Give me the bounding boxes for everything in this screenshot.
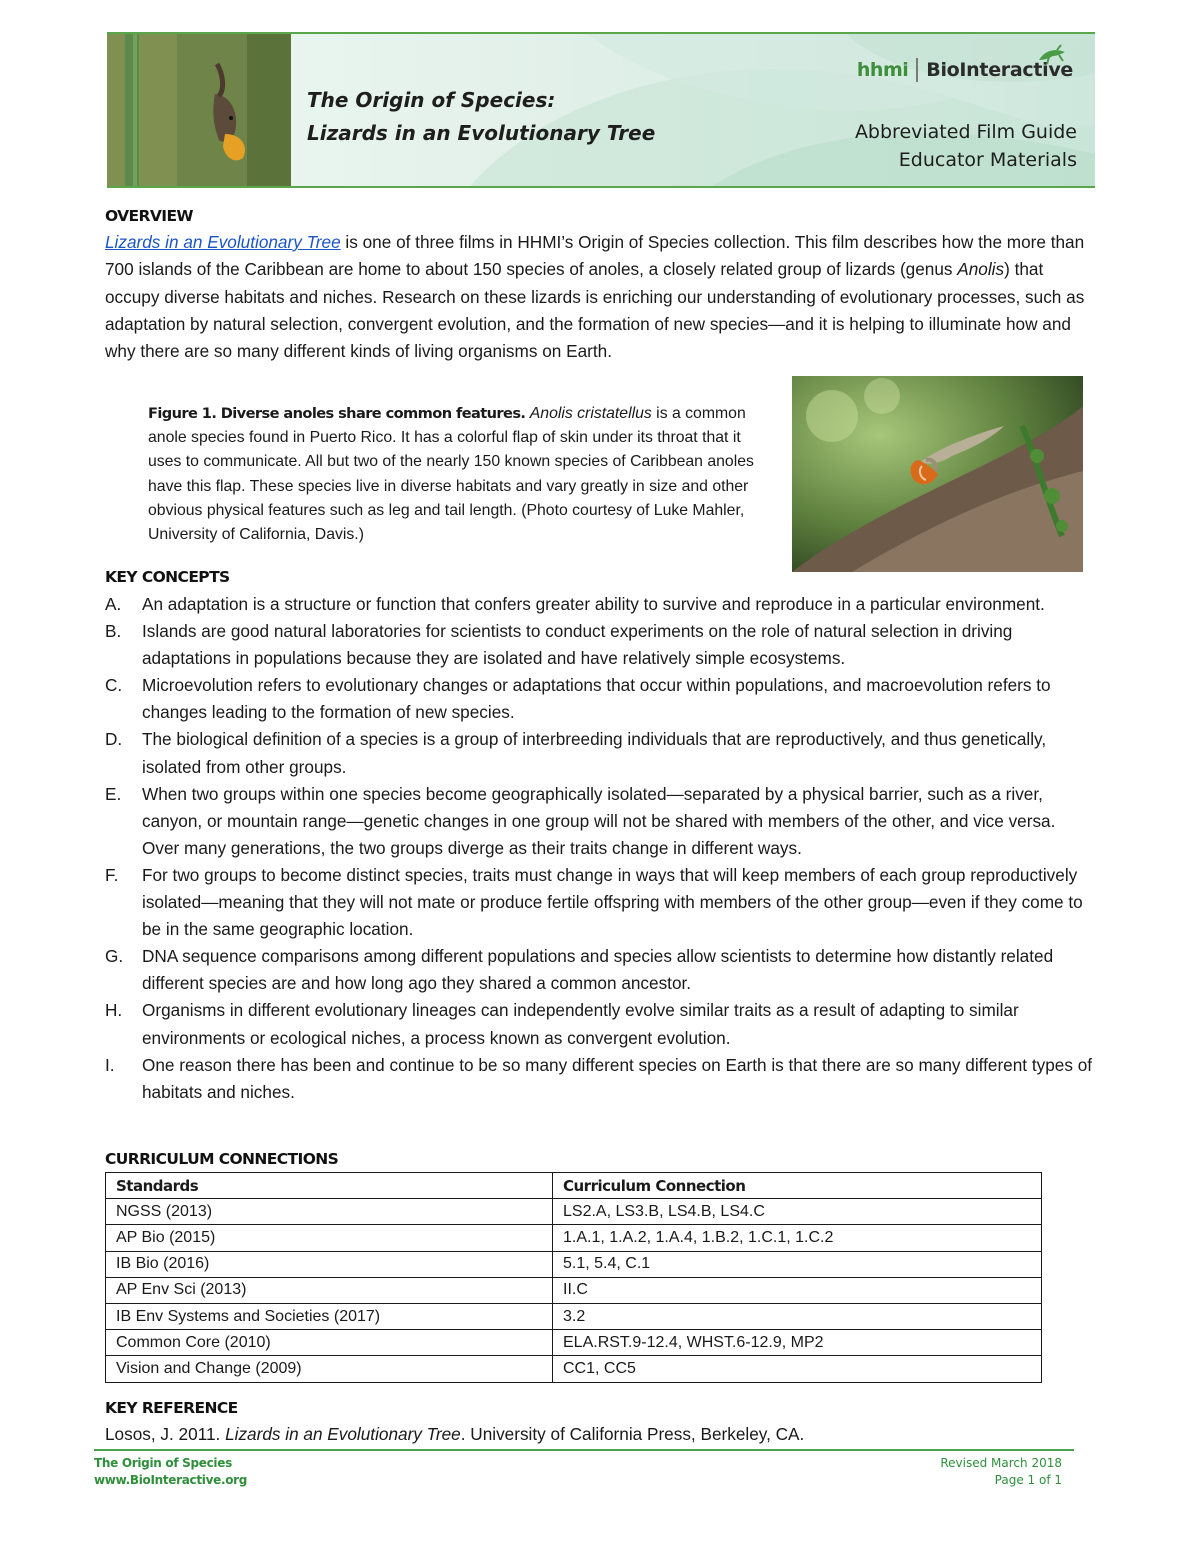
footer-revision-date: Revised March 2018 [940, 1456, 1062, 1470]
table-row [106, 1330, 1042, 1356]
curriculum-table-body [106, 1199, 1042, 1382]
overview-heading: OVERVIEW [105, 207, 193, 225]
table-row [106, 1199, 1042, 1225]
standard-cell: AP Env Sci (2013) [106, 1277, 553, 1303]
document-title [307, 84, 655, 150]
footer-left [94, 1455, 247, 1489]
key-concept-letter: G. [105, 946, 124, 967]
film-link[interactable]: Lizards in an Evolutionary Tree [105, 232, 341, 252]
title-line-2: Lizards in an Evolutionary Tree [307, 121, 656, 145]
key-reference-heading: KEY REFERENCE [105, 1399, 238, 1417]
key-concept-text: Islands are good natural laboratories for scientists to conduct experiments on the role of natural selection in driving adaptations in populations because they are isolated and have relatively simple ecosystems. [142, 621, 1013, 669]
guide-subtitle [855, 118, 1077, 174]
key-concept-item [105, 943, 1095, 997]
key-concept-letter: E. [105, 783, 122, 804]
footer-page-number: Page 1 of 1 [994, 1473, 1062, 1487]
logo-hhmi-text: hhmi [856, 59, 909, 81]
title-line-1: The Origin of Species: [307, 88, 556, 112]
standard-cell: Vision and Change (2009) [106, 1356, 553, 1382]
table-row [106, 1251, 1042, 1277]
reference-publisher: . University of California Press, Berkeley, CA. [460, 1424, 805, 1444]
lizard-logo-icon [1035, 44, 1071, 66]
footer-right [940, 1455, 1062, 1489]
key-concepts-heading: KEY CONCEPTS [105, 568, 230, 586]
standard-cell: Common Core (2010) [106, 1330, 553, 1356]
key-reference-citation [105, 1421, 804, 1448]
subtitle-line-2: Educator Materials [898, 149, 1077, 171]
key-concept-text: The biological definition of a species is a group of interbreeding individuals that are reproductively, and thus genetically, isolated from other groups. [142, 729, 1047, 777]
curriculum-table [105, 1172, 1042, 1383]
logo-biointeractive-text: BioInteractive [926, 59, 1073, 81]
key-concept-letter: I. [105, 1054, 115, 1075]
genus-name: Anolis [957, 259, 1005, 280]
figure-caption-text: is a common anole species found in Puerto Rico. It has a colorful flap of skin under its throat that it uses to communicate. All but two of the nearly 150 known species of Caribbean anoles have this flap. These species live in diverse habitats and vary greatly in size and other obvious physical features such as leg and tail length. (Photo courtesy of Luke Mahler, University of California, Davis.) [148, 405, 754, 544]
table-header-row [106, 1173, 1042, 1199]
key-concept-letter: B. [105, 621, 122, 642]
logo-divider [916, 58, 918, 82]
overview-paragraph [105, 229, 1090, 365]
standard-cell: AP Bio (2015) [106, 1225, 553, 1251]
connection-cell: 3.2 [553, 1303, 1042, 1329]
reference-author: Losos, J. 2011. [105, 1424, 226, 1444]
key-concept-text: When two groups within one species become geographically isolated—separated by a physical barrier, such as a river, canyon, or mountain range—genetic changes in one group will not be shared with members of the other, and vice versa. Over many generations, the two groups diverge as their traits change in different ways. [142, 783, 1056, 858]
key-concept-letter: F. [105, 864, 119, 885]
key-concept-text: Organisms in different evolutionary lineages can independently evolve similar traits as a result of adapting to similar environments or ecological niches, a process known as convergent evolution. [142, 1000, 1019, 1048]
banner-lizard-photo [107, 34, 291, 188]
key-concept-text: Microevolution refers to evolutionary changes or adaptations that occur within populations, and macroevolution refers to changes leading to the formation of new species. [142, 675, 1051, 723]
footer-divider [94, 1449, 1074, 1451]
key-concept-text: One reason there has been and continue to be so many different species on Earth is that there are so many different types of habitats and niches. [142, 1054, 1093, 1102]
header-banner [107, 32, 1095, 188]
key-concept-item [105, 781, 1095, 862]
connection-cell: 1.A.1, 1.A.2, 1.A.4, 1.B.2, 1.C.1, 1.C.2 [553, 1225, 1042, 1251]
table-row [106, 1303, 1042, 1329]
reference-book-title: Lizards in an Evolutionary Tree [225, 1424, 461, 1444]
key-concept-text: An adaptation is a structure or function that confers greater ability to survive and reproduce in a particular environment. [142, 594, 1045, 614]
standard-cell: IB Bio (2016) [106, 1251, 553, 1277]
curriculum-connections-heading: CURRICULUM CONNECTIONS [105, 1150, 339, 1168]
hhmi-biointeractive-logo[interactable] [857, 58, 1073, 82]
key-concept-item [105, 618, 1095, 672]
key-concept-text: DNA sequence comparisons among different populations and species allow scientists to determine how distantly related different species are and how long ago they shared a common ancestor. [142, 946, 1054, 994]
connection-cell: II.C [553, 1277, 1042, 1303]
figure-anole-photo [792, 376, 1083, 572]
connection-cell: LS2.A, LS3.B, LS4.B, LS4.C [553, 1199, 1042, 1225]
table-row [106, 1356, 1042, 1382]
table-row [106, 1225, 1042, 1251]
column-header-standards: Standards [106, 1173, 553, 1199]
footer-series-name: The Origin of Species [94, 1456, 232, 1470]
standard-cell: IB Env Systems and Societies (2017) [106, 1303, 553, 1329]
key-concept-letter: A. [105, 594, 122, 614]
connection-cell: ELA.RST.9-12.4, WHST.6-12.9, MP2 [553, 1330, 1042, 1356]
figure-label: Figure 1. Diverse anoles share common features. [148, 405, 526, 422]
key-concept-item [105, 672, 1095, 726]
key-concept-item [105, 997, 1095, 1051]
subtitle-line-1: Abbreviated Film Guide [854, 121, 1077, 143]
figure-1-caption [148, 402, 776, 547]
overview-text-1: is one of three films in HHMI’s Origin of Species collection. This film describes how the more than 700 islands of the Caribbean are home to about 150 species of anoles, a closely related group of lizards (genus [105, 232, 1085, 280]
overview-text-2: ) that occupy diverse habitats and niches. Research on these lizards is enriching our understanding of evolutionary processes, such as adaptation by natural selection, convergent evolution, and the formation of new species—and it is helping to illuminate how and why there are so many different kinds of living organisms on Earth. [105, 259, 1085, 362]
key-concept-item [105, 591, 1095, 618]
key-concept-text: For two groups to become distinct species, traits must change in ways that will keep members of each group reproductively isolated—meaning that they will not mate or produce fertile offspring with members of the other group—even if they come to be in the same geographic location. [142, 864, 1083, 940]
key-concept-letter: H. [105, 1000, 123, 1021]
key-concept-item [105, 726, 1095, 780]
column-header-connection: Curriculum Connection [553, 1173, 1042, 1199]
key-concept-item [105, 862, 1095, 943]
figure-species-name: Anolis cristatellus [529, 405, 652, 422]
standard-cell: NGSS (2013) [106, 1199, 553, 1225]
connection-cell: 5.1, 5.4, C.1 [553, 1251, 1042, 1277]
table-row [106, 1277, 1042, 1303]
key-concepts-list [105, 591, 1095, 1106]
key-concept-letter: C. [105, 675, 123, 696]
connection-cell: CC1, CC5 [553, 1356, 1042, 1382]
footer-website-link[interactable]: www.BioInteractive.org [94, 1473, 248, 1487]
key-concept-item [105, 1052, 1095, 1106]
key-concept-letter: D. [105, 729, 123, 750]
